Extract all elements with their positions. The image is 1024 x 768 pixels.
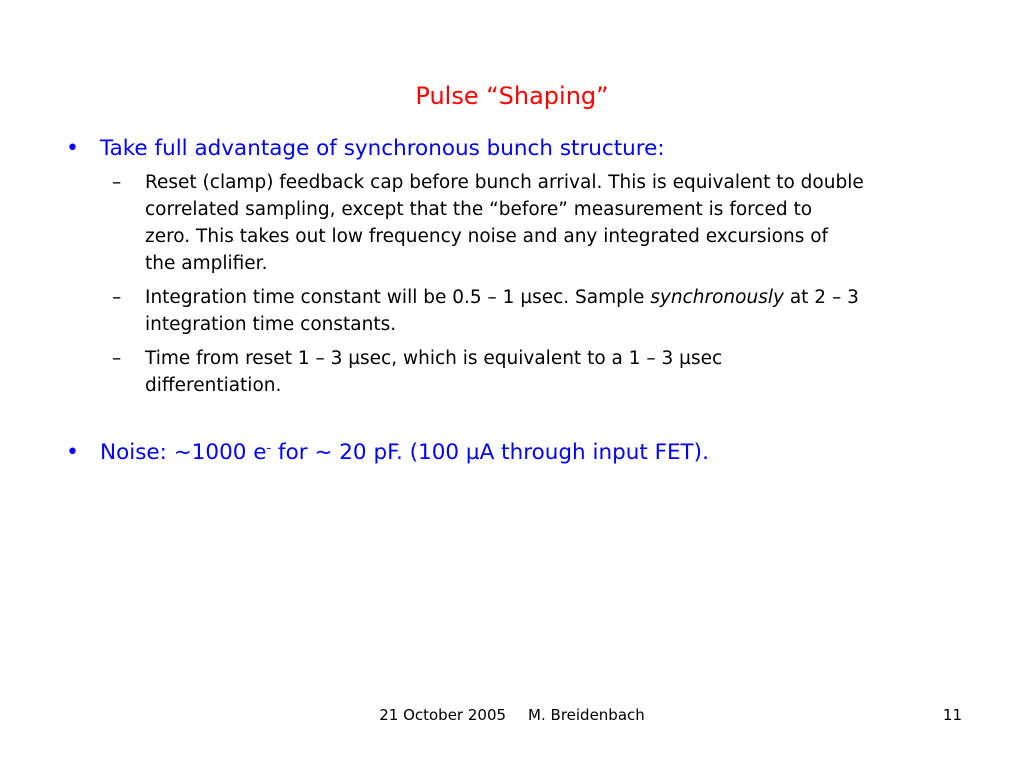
sub-bullet-marker: – [112, 172, 122, 193]
text-line: correlated sampling, except that the “before” measurement is forced to [145, 199, 813, 220]
text-line: the amplifier. [145, 253, 268, 274]
slide-title: Pulse “Shaping” [415, 82, 609, 110]
text-line: integration time constants. [145, 314, 397, 335]
text-run: Noise: ~1000 e [100, 440, 267, 465]
text-line: zero. This takes out low frequency noise and any integrated excursions of [145, 226, 829, 247]
footer-author: M. Breidenbach [528, 706, 645, 724]
slide-number: 11 [942, 706, 962, 724]
superscript: - [266, 440, 272, 456]
text-run: Integration time constant will be 0.5 – 1 µsec. Sample [145, 287, 651, 308]
text-run: for ~ 20 pF. (100 µA through input FET). [271, 440, 709, 465]
sub-bullet-text [145, 169, 975, 277]
text-line: Time from reset 1 – 3 µsec, which is equivalent to a 1 – 3 µsec [145, 348, 723, 369]
sub-bullet-text [145, 284, 975, 338]
bullet-marker: • [66, 440, 79, 465]
text-run: at 2 – 3 [783, 287, 859, 308]
text-line: differentiation. [145, 375, 282, 396]
sub-bullet-text [145, 345, 975, 399]
footer-date: 21 October 2005 [379, 706, 507, 724]
text-line [145, 284, 975, 311]
sub-bullet-marker: – [112, 348, 122, 369]
bullet-text: Take full advantage of synchronous bunch structure: [100, 136, 665, 161]
sub-bullet-marker: – [112, 287, 122, 308]
bullet-marker: • [66, 136, 79, 161]
footer [0, 704, 1024, 726]
text-line: Reset (clamp) feedback cap before bunch arrival. This is equivalent to double [145, 172, 864, 193]
bullet-text [100, 438, 980, 468]
italic-text: synchronously [650, 287, 784, 308]
